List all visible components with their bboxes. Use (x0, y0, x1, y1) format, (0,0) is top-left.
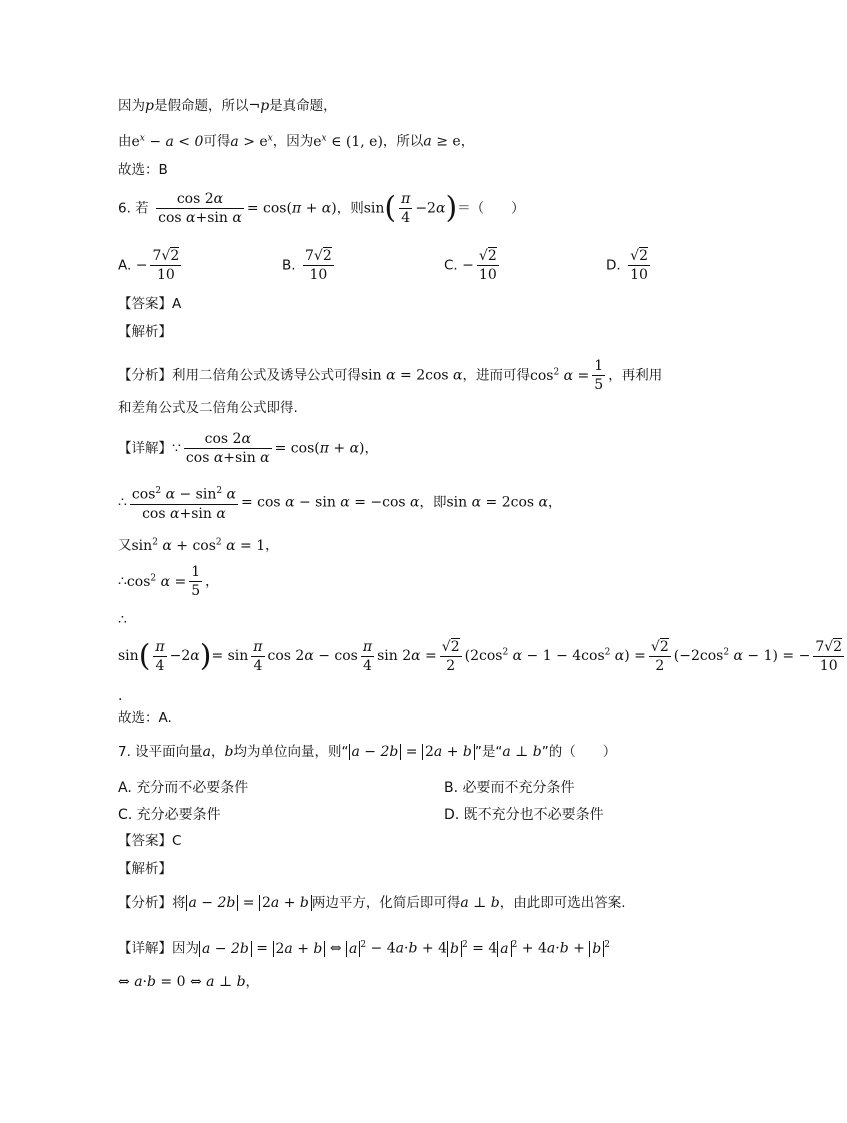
text: ， (460, 133, 475, 150)
text: ，由此即可选出答案. (499, 895, 626, 911)
detail-6-line2: ∴ $\frac{\cos^2 \alpha - \sin^2 \alpha}{\text{cos α+sin α}}$ = cos α − sin α = −cos α，即sin α = 2cos α， (118, 482, 561, 523)
question-7: 7. 设平面向量a，b均为单位向量，则“ a − 2b = 2a + b ”是“a ⊥ b”的（ ） (118, 744, 617, 760)
text: 6. 若 (118, 200, 149, 217)
text: B. (282, 257, 296, 274)
option-c: C. − $\frac{√2}{10}$ (444, 248, 497, 283)
jiexi-7: 【解析】 (118, 861, 172, 877)
line-2: 由$e^x - a < 0$可得$a > e^x$，因为$e^x$ ∈ (1, e)，所以a ≥ e， (118, 133, 475, 150)
text: 是假命题，所以 (153, 98, 249, 114)
option-a: A. − $\frac{7√2}{10}$ (118, 248, 180, 283)
analysis-6: 【分析】利用二倍角公式及诱导公式可得sin α = 2cos α，进而可得$\cos^2 \alpha$ = $\frac{1}{5}$ ，再利用 (118, 358, 663, 393)
therefore: ∴ (118, 494, 127, 511)
q7-option-a: A. 充分而不必要条件 (118, 780, 249, 796)
text: ，所以 (382, 133, 424, 150)
fraction: $\frac{\cos 2\alpha}{\text{cos α+sin α}}$ (185, 431, 270, 466)
text: ”是“ (474, 744, 503, 760)
detail-6-line4: $\therefore\cos^2$ α = $\frac{1}{5}$ ， (118, 564, 219, 599)
text: ，因为 (272, 133, 314, 150)
text: ，进而可得 (462, 367, 530, 384)
text: D. (606, 257, 621, 274)
detail-6-line3: 又$\sin^2 \alpha + \cos^2 \alpha = 1$， (118, 537, 279, 554)
text: ， (245, 974, 260, 990)
detail-7-line2: ⇔ a·b = 0 ⇔ a ⊥ b， (118, 974, 260, 990)
line-1: 因为p是假命题，所以¬p是真命题， (118, 98, 337, 114)
q7-option-d: D. 既不充分也不必要条件 (444, 807, 604, 823)
text: 【详解】 (118, 440, 172, 457)
period: . (118, 688, 123, 704)
fraction: $\frac{\cos 2\alpha}{\text{cos α+sin α}}$ (158, 191, 242, 226)
text: 又 (118, 537, 132, 554)
text: ，则 (336, 200, 364, 217)
text: 因为 (118, 98, 145, 114)
answer-7: 【答案】C (118, 833, 182, 849)
question-6: 6. 若 $\frac{\cos 2\alpha}{\text{cos α+sin α}}$ = cos(π + α)，则sin( $\frac{\pi}{4}$ −2α)＝（ ） (118, 190, 525, 226)
text: ，再利用 (608, 367, 663, 384)
text: 将 (172, 895, 186, 911)
detail-7-line1: 【详解】因为 a − 2b = 2a + b ⇔ a $^2$ − 4a·b + 4 b $^2$ = 4 a $^2$ + 4a·b + b $^2$ (118, 940, 610, 957)
jiexi-6: 【解析】 (118, 324, 172, 340)
text: 7. 设平面向量 (118, 744, 203, 760)
detail-6-line1: 【详解】∵ $\frac{\cos 2\alpha}{\text{cos α+sin α}}$ = cos(π + α)， (118, 431, 379, 466)
text: ， (211, 744, 225, 760)
text: 是真命题， (269, 98, 337, 114)
text: A. (118, 257, 132, 274)
detail-6-line5: ∴ (118, 612, 127, 628)
text: 利用二倍角公式及诱导公式可得 (172, 367, 361, 384)
text: ＝（ ） (457, 200, 525, 217)
answer-6: 【答案】A (118, 296, 182, 312)
text: 由 (118, 133, 132, 150)
text: 因为 (172, 940, 199, 957)
text: ，即 (419, 494, 447, 511)
text: 【详解】 (118, 940, 172, 957)
q7-option-c: C. 充分必要条件 (118, 807, 221, 823)
text: 可得 (203, 133, 231, 150)
text: 【分析】 (118, 367, 172, 384)
text: 两边平方，化简后即可得 (311, 895, 461, 911)
text: C. (444, 257, 458, 274)
option-d: D. $\frac{√2}{10}$ (606, 248, 648, 283)
line-guxuan-a: 故选：A. (118, 710, 172, 726)
therefore: ∴ (118, 573, 127, 590)
text: ”的（ ） (541, 744, 617, 760)
option-b: B. $\frac{7√2}{10}$ (282, 248, 332, 283)
q7-option-b: B. 必要而不充分条件 (444, 780, 575, 796)
text: 均为单位向量，则“ (233, 744, 349, 760)
analysis-6-cont: 和差角公式及二倍角公式即得. (118, 400, 298, 416)
line-3: 故选：B (118, 162, 168, 178)
analysis-7: 【分析】将 a − 2b = 2a + b 两边平方，化简后即可得a ⊥ b，由此即可选出答案. (118, 895, 626, 911)
text: 【分析】 (118, 895, 172, 911)
detail-6-equation: sin( $\frac{\pi}{4}$ −2α)= sin $\frac{\pi}{4}$ cos 2α − cos $\frac{\pi}{4}$ sin 2α = $\frac{√2}{2}$ ($2\cos^2$ $\alpha - 1 - 4\cos^2$ α) = $\frac{√2}{2}$ ($-2\cos^2$ α − 1) = − $\frac{7√2}{10}$ (118, 638, 843, 674)
